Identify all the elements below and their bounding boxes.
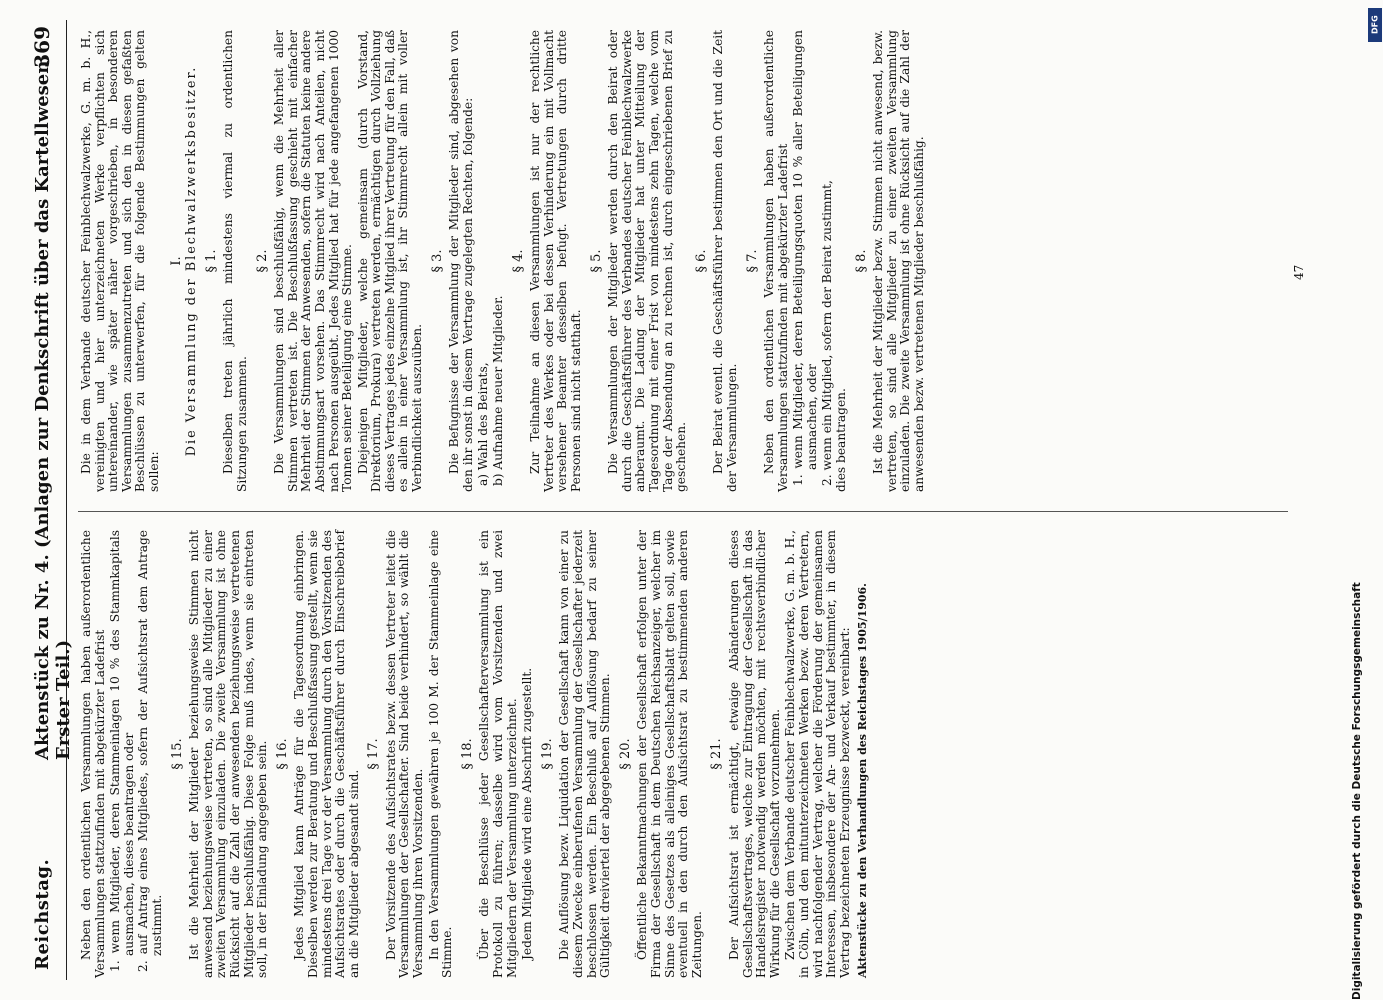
paragraph: Der Beirat eventl. die Geschäftsführer bestimmen den Ort und die Zeit der Versammlungen.	[711, 30, 739, 492]
section-heading: § 1.	[203, 249, 219, 273]
paragraph: Neben den ordentlichen Versammlungen haben außerordentliche Versammlungen stattzufinden mit abgekürzter Ladefrist	[79, 530, 107, 978]
paragraph: Die Versammlungen sind beschlußfähig, wenn die Mehrheit aller Stimmen vertreten ist. Die Beschlußfassung geschieht mit einfacher Mehrheit der Stimmen der Anwesenden, sofern die Statuten keine andere Abstimmungsart vorsehen. Das Stimmrecht wird nach Anteilen, nicht nach Personen ausgeübt. Jedes Mitglied hat für jede angefangenen 1000 Tonnen seiner Beteiligung eine Stimme.	[272, 30, 355, 492]
list-item: 2. auf Antrag eines Mitgliedes, sofern der Aufsichtsrat dem Antrage zustimmt.	[136, 530, 164, 972]
list-item: a) Wahl des Beirats,	[476, 362, 491, 486]
list-item: 1. wenn Mitglieder, deren Stammeinlagen 10 % des Stammkapitals ausmachen, dieses beantragen oder	[108, 530, 136, 972]
section-heading: § 6.	[693, 249, 709, 273]
paragraph: Ist die Mehrheit der Mitglieder beziehungsweise Stimmen nicht anwesend beziehungsweise vertreten, so sind alle Mitglieder zu einer zweiten Versammlung einzuladen. Die zweite Versammlung ist ohne Rücksicht auf die Zahl der anwesenden beziehungsweise vertretenen Mitglieder beschlußfähig. Diese Folge muß indes, wenn sie eintreten soll, in der Einladung angegeben sein.	[187, 530, 270, 978]
digitization-note: Digitalisierung gefördert durch die Deutsche Forschungsgemeinschaft	[1351, 582, 1363, 1000]
paragraph: Zur Teilnahme an diesen Versammlungen ist nur der rechtliche Vertreter des Werkes oder bei dessen Verhinderung ein mit Vollmacht versehener Beamter desselben befugt. Vertretungen durch dritte Personen sind nicht statthaft.	[528, 30, 583, 492]
paragraph: Die Versammlungen der Mitglieder werden durch den Beirat oder durch die Geschäftsführer des Verbandes deutscher Feinblechwalzwerke anberaumt. Die Ladung der Mitglieder hat unter Mitteilung der Tagesordnung mit einer Frist von mindestens zehn Tagen, welche vom Tage der Absendung an zu rechnen ist, durch eingeschriebenen Brief zu geschehen.	[606, 30, 689, 492]
section-heading: § 5.	[588, 249, 604, 273]
dfg-logo: DFG	[1368, 8, 1382, 42]
roman-numeral: I.	[168, 256, 184, 266]
paragraph: Die Auflösung bezw. Liquidation der Gesellschaft kann von einer zu diesem Zwecke einberufenen Versammlung der Gesellschafter jederzeit beschlossen werden. Ein Beschluß auf Auflösung bedarf zu seiner Gültigkeit dreiviertel der abgegebenen Stimmen.	[557, 530, 613, 978]
paragraph: Der Aufsichtsrat ist ermächtigt, etwaige Abänderungen dieses Gesellschaftsvertrages, welche zur Eintragung der Gesellschaft in das Handelsregister notwendig werden möchten, mit rechtsverbindlicher Wirkung für die Gesellschaft vorzunehmen.	[726, 530, 782, 978]
page-header	[26, 20, 74, 980]
paragraph: Jedes Mitglied kann Anträge für die Tagesordnung einbringen. Dieselben werden zur Beratung und Beschlußfassung gestellt, wenn sie mindestens drei Tage vor der Versammlung durch den Vorsitzenden des Aufsichtsrates oder durch die Geschäftsführer durch Einschreibebrief an die Mitglieder abgesandt sind.	[292, 530, 361, 978]
section-heading: § 3.	[429, 249, 445, 273]
list-item: b) Aufnahme neuer Mitglieder.	[491, 295, 506, 486]
paragraph: Jedem Mitgliede wird eine Abschrift zugestellt.	[520, 667, 535, 960]
section-heading: § 4.	[510, 249, 526, 273]
paragraph: Dieselben treten jährlich mindestens viermal zu ordentlichen Sitzungen zusammen.	[221, 30, 249, 492]
paragraph: Über die Beschlüsse jeder Gesellschafterversammlung ist ein Protokoll zu führen; dasselbe wird vom Vorsitzenden und zwei Mitgliedern der Versammlung unterzeichnet.	[477, 530, 519, 978]
section-heading: § 18.	[459, 738, 475, 770]
section-title: Die Versammlung der Blechwalzwerksbesitzer.	[184, 65, 200, 457]
page-number: 369	[30, 26, 54, 68]
paragraph: Zwischen dem Verbande deutscher Feinblechwalzwerke, G. m. b. H., in Cöln, und den mitunterzeichneten Werken bezw. deren Vertretern, wird nachfolgender Vertrag, welcher die Förderung der gemeinsamen Interessen, insbesondere der An- und Verkauf bestimmter, in diesem Vertrag bezeichneten Erzeugnisse bezweckt, vereinbart:	[783, 530, 852, 978]
paragraph: Ist die Mehrheit der Mitglieder bezw. Stimmen nicht anwesend, bezw. vertreten, so sind alle Mitglieder zu einer zweiten Versammlung einzuladen. Die zweite Versammlung ist ohne Rücksicht auf die Zahl der anwesenden bezw. vertretenen Mitglieder beschlußfähig.	[871, 30, 927, 492]
paragraph: Die in dem Verbande deutscher Feinblechwalzwerke, G. m. b. H., vereinigten und hier unterzeichneten Werke verpflichten sich untereinander, wie später näher vorgeschrieben, in besonderen Versammlungen zusammenzutreten und sich den in diesen gefaßten Beschlüssen zu unterwerfen, für die folgende Bestimmungen gelten sollen:	[79, 30, 161, 492]
section-heading: § 16.	[274, 738, 290, 770]
section-heading: § 17.	[366, 738, 382, 770]
list-item: 1. wenn Mitglieder, deren Beteiligungsquoten 10 % aller Beteiligungen ausmachen, oder	[791, 30, 819, 486]
section-heading: § 19.	[539, 738, 555, 770]
paragraph: Die Befugnisse der Versammlung der Mitglieder sind, abgesehen von den ihr sonst in diesem Vertrage zugelegten Rechten, folgende:	[447, 30, 475, 492]
section-heading: § 2.	[254, 249, 270, 273]
section-heading: § 21.	[709, 738, 725, 770]
right-column	[80, 30, 929, 492]
section-heading: § 15.	[169, 738, 185, 770]
header-title: Aktenstück zu Nr. 4. (Anlagen zur Denkschrift über das Kartellwesen. Erster Teil.)	[32, 54, 74, 760]
paragraph: Neben den ordentlichen Versammlungen haben außerordentliche Versammlungen stattzufinden mit abgekürzter Ladefrist	[762, 30, 790, 492]
list-item: 2. wenn ein Mitglied, sofern der Beirat zustimmt,	[819, 180, 834, 486]
section-heading: § 20.	[617, 738, 633, 770]
paragraph: In den Versammlungen gewähren je 100 M. der Stammeinlage eine Stimme.	[426, 530, 455, 978]
section-heading: § 7.	[744, 249, 760, 273]
left-column	[80, 530, 881, 978]
paragraph: Öffentliche Bekanntmachungen der Gesellschaft erfolgen unter der Firma der Gesellschaft in dem Deutschen Reichsanzeiger, welcher im Sinne des Gesetzes als alleiniges Gesellschaftsblatt gelten soll, sowie eventuell in den durch den Aufsichtsrat zu bestimmenden anderen Zeitungen.	[635, 530, 704, 978]
signature-number: 47	[1292, 264, 1306, 280]
header-left: Reichstag.	[32, 858, 53, 970]
paragraph: Diejenigen Mitglieder, welche gemeinsam (durch Vorstand, Direktorium, Prokura) vertreten werden, ermächtigen durch Vollziehung dieses Vertrages jedes einzelne Mitglied ihrer Vertretung für den Fall, daß es allein in einer Versammlung ist, ihr Stimmrecht allein mit voller Verbindlichkeit auszuüben.	[355, 30, 425, 492]
paragraph: Der Vorsitzende des Aufsichtsrates bezw. dessen Vertreter leitet die Versammlungen der Gesellschafter. Sind beide verhindert, so wählt die Versammlung ihren Vorsitzenden.	[383, 530, 426, 978]
paragraph: dies beantragen.	[834, 388, 849, 492]
footer-text: Aktenstücke zu den Verhandlungen des Reichstages 1905/1906.	[856, 583, 870, 978]
column-divider	[78, 511, 1288, 512]
section-heading: § 8.	[853, 249, 869, 273]
